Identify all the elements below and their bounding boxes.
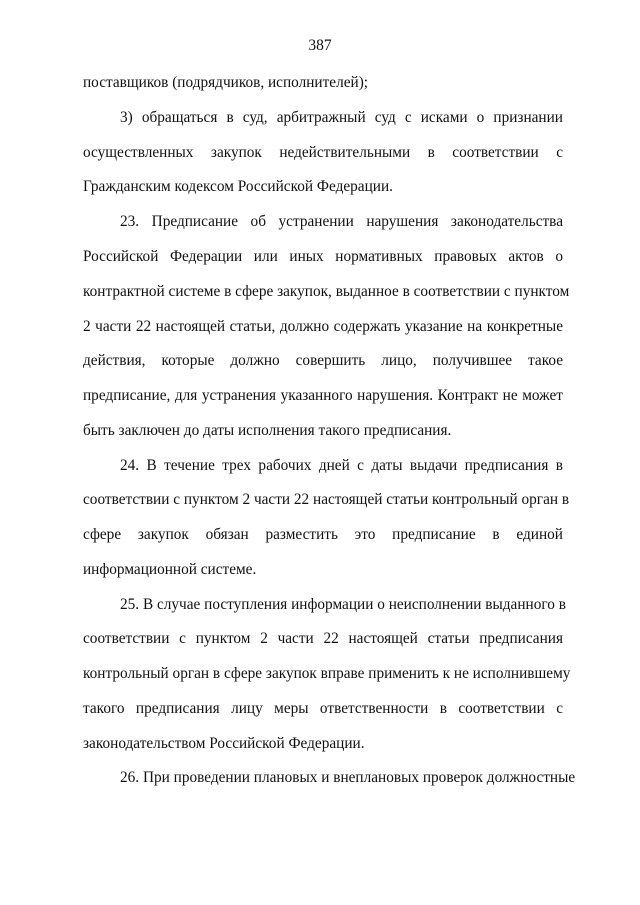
text-line: такого предписания лицу меры ответственности в соответствии с (83, 700, 563, 717)
text-line: поставщиков (подрядчиков, исполнителей); (83, 74, 369, 91)
text-line: соответствии с пунктом 2 части 22 настоящей статьи контрольный орган в (83, 491, 570, 508)
text-line: быть заключен до даты исполнения такого предписания. (83, 422, 452, 439)
text-line: осуществленных закупок недействительными в соответствии с (83, 144, 563, 161)
text-line: законодательством Российской Федерации. (83, 735, 365, 752)
text-line: 23. Предписание об устранении нарушения законодательства (120, 213, 563, 230)
text-line: контрактной системе в сфере закупок, выданное в соответствии с пунктом (83, 283, 570, 300)
text-line: Гражданским кодексом Российской Федерации. (83, 178, 393, 195)
text-line: предписание, для устранения указанного нарушения. Контракт не может (83, 387, 563, 404)
text-line: 3) обращаться в суд, арбитражный суд с исками о признании (120, 109, 563, 126)
text-line: соответствии с пунктом 2 части 22 настоящей статьи предписания (83, 630, 563, 647)
text-line: 24. В течение трех рабочих дней с даты выдачи предписания в (120, 457, 563, 474)
text-line: информационной системе. (83, 561, 257, 578)
text-line: 26. При проведении плановых и внеплановых проверок должностные (120, 769, 576, 786)
text-line: сфере закупок обязан разместить это предписание в единой (83, 526, 563, 543)
text-line: 25. В случае поступления информации о неисполнении выданного в (120, 596, 566, 613)
text-line: действия, которые должно совершить лицо, получившее такое (83, 352, 563, 369)
page-number: 387 (308, 37, 332, 54)
text-line: контрольный орган в сфере закупок вправе применить к не исполнившему (83, 665, 571, 682)
text-line: Российской Федерации или иных нормативных правовых актов о (83, 248, 563, 265)
text-line: 2 части 22 настоящей статьи, должно содержать указание на конкретные (83, 318, 563, 335)
